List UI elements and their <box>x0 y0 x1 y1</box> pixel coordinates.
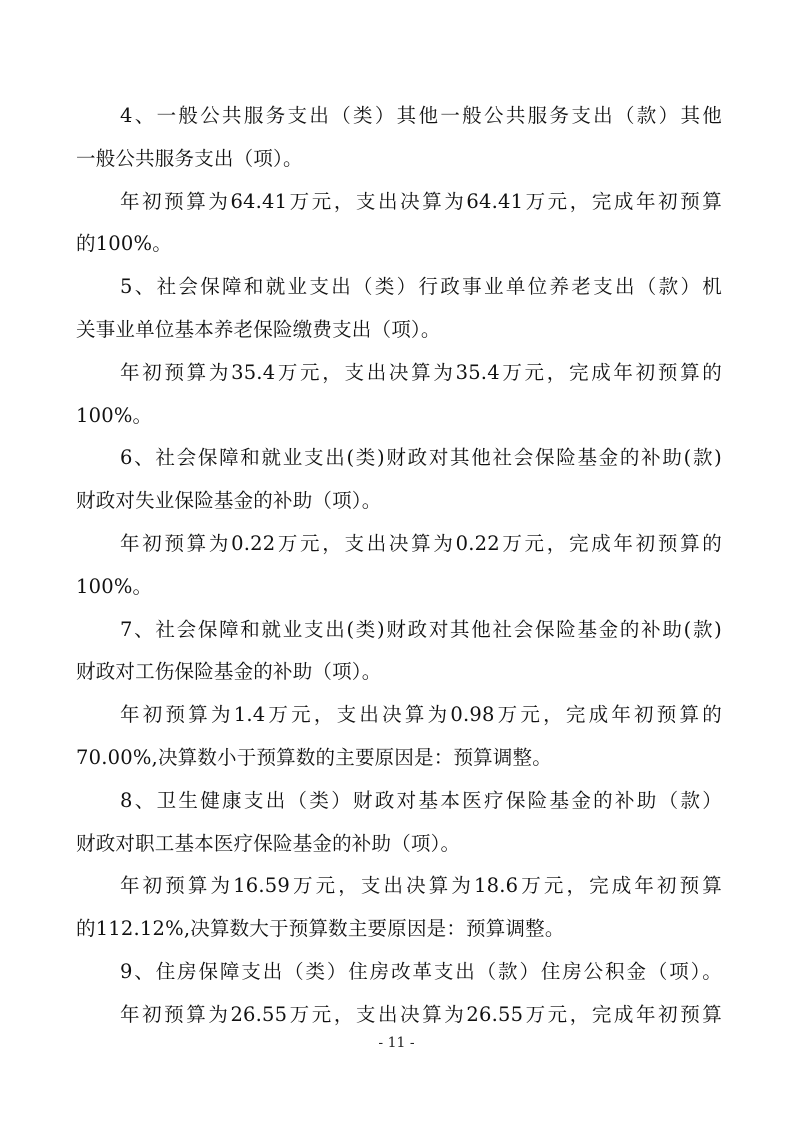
page-number: - 11 - <box>378 1035 415 1051</box>
item-5-budget-line-1: 年初预算为35.4万元，支出决算为35.4万元，完成年初预算的 <box>120 360 722 384</box>
item-4-heading-line-1: 4、一般公共服务支出（类）其他一般公共服务支出（款）其他 <box>120 104 722 127</box>
item-8-budget-line-2: 的112.12%,决算数大于预算数主要原因是：预算调整。 <box>76 917 565 941</box>
item-5-heading-line-1: 5、社会保障和就业支出（类）行政事业单位养老支出（款）机 <box>120 275 722 299</box>
item-4-budget-line-2: 的100%。 <box>76 232 172 256</box>
item-7-heading-line-2: 财政对工伤保险基金的补助（项）。 <box>76 660 382 684</box>
item-7-budget-line-1: 年初预算为1.4万元，支出决算为0.98万元，完成年初预算的 <box>120 703 722 727</box>
item-5-budget-line-2: 100%。 <box>76 403 153 427</box>
item-6-budget-line-1: 年初预算为0.22万元，支出决算为0.22万元，完成年初预算的 <box>120 531 722 555</box>
item-7-budget-line-2: 70.00%,决算数小于预算数的主要原因是：预算调整。 <box>76 745 552 769</box>
item-8-budget-line-1: 年初预算为16.59万元，支出决算为18.6万元，完成年初预算 <box>120 874 722 898</box>
item-6-budget-line-2: 100%。 <box>76 574 153 598</box>
item-4-heading-line-2: 一般公共服务支出（项）。 <box>76 146 303 170</box>
document-body <box>76 95 722 1037</box>
item-6-heading-line-1: 6、社会保障和就业支出(类)财政对其他社会保险基金的补助(款) <box>120 446 722 470</box>
item-7-heading-line-1: 7、社会保障和就业支出(类)财政对其他社会保险基金的补助(款) <box>120 617 722 641</box>
item-8-heading-line-1: 8、卫生健康支出（类）财政对基本医疗保险基金的补助（款） <box>120 788 722 812</box>
item-8-heading-line-2: 财政对职工基本医疗保险基金的补助（项）。 <box>76 831 461 855</box>
item-4-budget-line-1: 年初预算为64.41万元，支出决算为64.41万元，完成年初预算 <box>120 189 722 213</box>
item-9-heading-line-1: 9、住房保障支出（类）住房改革支出（款）住房公积金（项）。 <box>120 959 722 983</box>
item-5-heading-line-2: 关事业单位基本养老保险缴费支出（项）。 <box>76 317 441 341</box>
item-6-heading-line-2: 财政对失业保险基金的补助（项）。 <box>76 489 382 513</box>
item-9-budget-line-1: 年初预算为26.55万元，支出决算为26.55万元，完成年初预算 <box>120 1002 722 1026</box>
